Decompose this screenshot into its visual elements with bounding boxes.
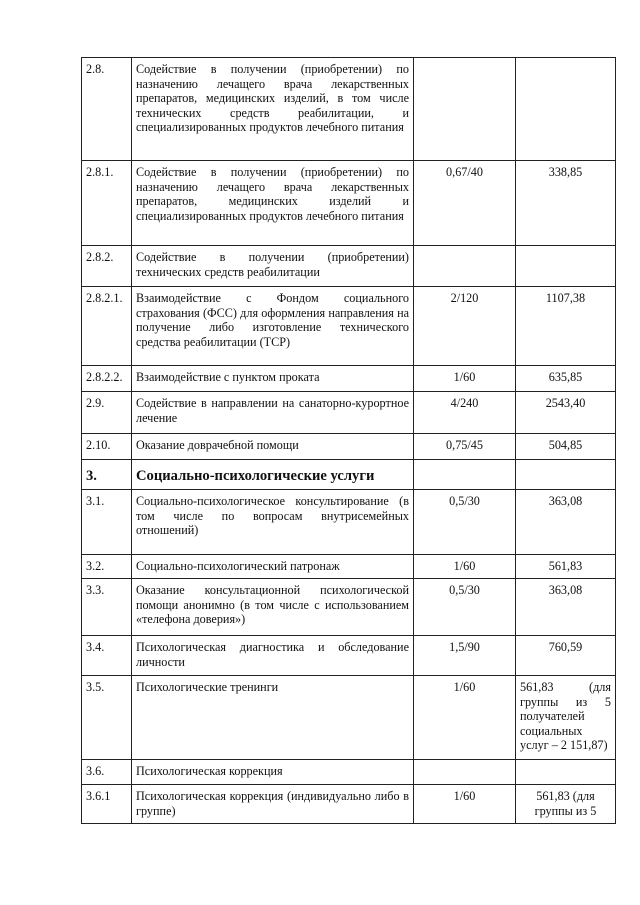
row-number: 2.10. (82, 434, 132, 460)
row-number: 3.6. (82, 760, 132, 785)
row-time-norm: 1/60 (414, 676, 516, 760)
row-number: 3.2. (82, 555, 132, 579)
row-number: 2.8.2.2. (82, 366, 132, 392)
row-time-norm: 0,5/30 (414, 579, 516, 636)
row-time-norm: 0,75/45 (414, 434, 516, 460)
row-time-norm (414, 460, 516, 490)
row-price: 561,83 (для группы из 5 получателей социальных услуг – 2 151,87) (516, 676, 616, 760)
row-number: 2.8.1. (82, 161, 132, 246)
table-row (82, 287, 616, 366)
row-time-norm: 1/60 (414, 366, 516, 392)
row-description: Содействие в направлении на санаторно-курортное лечение (132, 392, 414, 434)
row-time-norm: 1/60 (414, 785, 516, 824)
row-description: Социально-психологический патронаж (132, 555, 414, 579)
table-row (82, 58, 616, 161)
row-price: 363,08 (516, 490, 616, 555)
row-time-norm: 1/60 (414, 555, 516, 579)
row-description: Оказание консультационной психологической помощи анонимно (в том числе с использованием «телефона доверия») (132, 579, 414, 636)
table-row (82, 555, 616, 579)
row-price: 635,85 (516, 366, 616, 392)
row-price: 561,83 (для группы из 5 (516, 785, 616, 824)
section-row (82, 460, 616, 490)
row-price: 1107,38 (516, 287, 616, 366)
row-description: Взаимодействие с пунктом проката (132, 366, 414, 392)
row-number: 2.9. (82, 392, 132, 434)
services-table (81, 57, 616, 824)
row-number: 3.3. (82, 579, 132, 636)
row-price: 2543,40 (516, 392, 616, 434)
row-price: 561,83 (516, 555, 616, 579)
row-description: Психологическая коррекция (индивидуально либо в группе) (132, 785, 414, 824)
row-time-norm: 2/120 (414, 287, 516, 366)
table-row (82, 636, 616, 676)
table-row (82, 161, 616, 246)
row-number: 3.1. (82, 490, 132, 555)
row-description: Оказание доврачебной помощи (132, 434, 414, 460)
row-time-norm: 4/240 (414, 392, 516, 434)
row-time-norm: 0,5/30 (414, 490, 516, 555)
row-description: Содействие в получении (приобретении) по назначению лечащего врача лекарственных препаратов, медицинских изделий, в том числе технических средств реабилитации, и специализированных продуктов лечебного питания (132, 58, 414, 161)
row-time-norm: 0,67/40 (414, 161, 516, 246)
row-description: Взаимодействие с Фондом социального страхования (ФСС) для оформления направления на получение либо изготовление технического средства реабилитации (ТСР) (132, 287, 414, 366)
row-number: 2.8.2.1. (82, 287, 132, 366)
table-row (82, 579, 616, 636)
table-row (82, 676, 616, 760)
row-price (516, 58, 616, 161)
row-description: Содействие в получении (приобретении) по назначению лечащего врача лекарственных препаратов, медицинских изделий и специализированных продуктов лечебного питания (132, 161, 414, 246)
table-row (82, 434, 616, 460)
row-number: 3.6.1 (82, 785, 132, 824)
section-title: Социально-психологические услуги (132, 460, 414, 490)
table-row (82, 366, 616, 392)
row-price: 504,85 (516, 434, 616, 460)
row-price: 760,59 (516, 636, 616, 676)
row-price (516, 760, 616, 785)
table-row (82, 392, 616, 434)
row-price (516, 246, 616, 287)
row-description: Психологическая коррекция (132, 760, 414, 785)
table-row (82, 490, 616, 555)
row-price (516, 460, 616, 490)
row-number: 2.8.2. (82, 246, 132, 287)
row-number: 3.5. (82, 676, 132, 760)
section-number: 3. (82, 460, 132, 490)
row-time-norm: 1,5/90 (414, 636, 516, 676)
row-description: Социально-психологическое консультирование (в том числе по вопросам внутрисемейных отношений) (132, 490, 414, 555)
row-description: Психологическая диагностика и обследование личности (132, 636, 414, 676)
row-description: Содействие в получении (приобретении) технических средств реабилитации (132, 246, 414, 287)
table-row (82, 785, 616, 824)
row-number: 3.4. (82, 636, 132, 676)
row-time-norm (414, 246, 516, 287)
row-description: Психологические тренинги (132, 676, 414, 760)
row-time-norm (414, 58, 516, 161)
row-number: 2.8. (82, 58, 132, 161)
table-row (82, 760, 616, 785)
row-price: 363,08 (516, 579, 616, 636)
row-price: 338,85 (516, 161, 616, 246)
row-time-norm (414, 760, 516, 785)
table-row (82, 246, 616, 287)
